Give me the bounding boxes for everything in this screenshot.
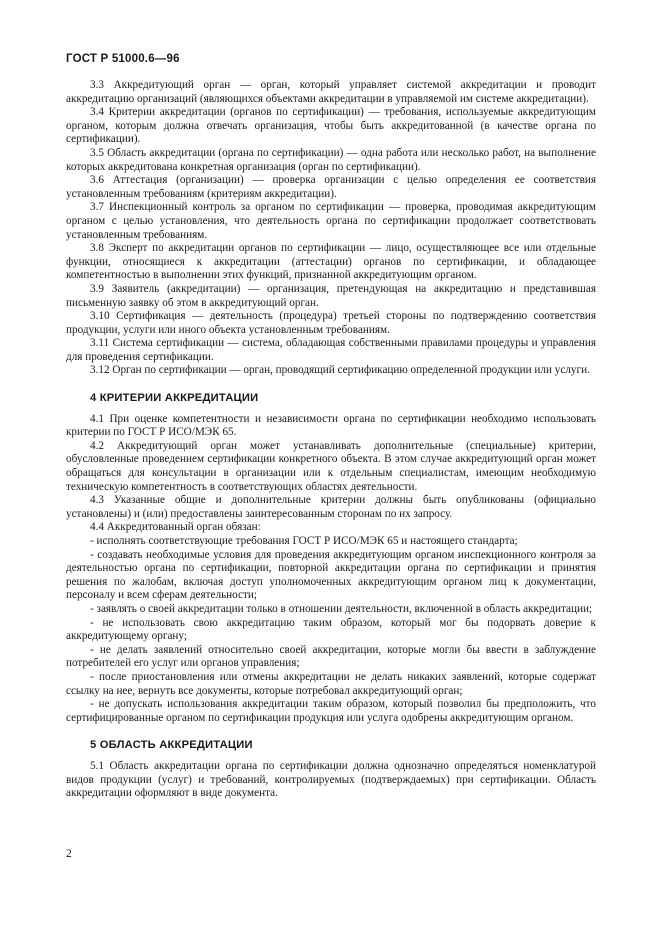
- list-item: - исполнять соответствующие требования ГОСТ Р ИСО/МЭК 65 и настоящего стандарта;: [90, 535, 518, 547]
- paragraph-3-8: 3.8 Эксперт по аккредитации органов по сертификации — лицо, осуществляющее все или отдельные функции, относящиеся к аккредитации (аттестации) органов по сертификации, и обладающее компетентностью в выполнении этих функций, признанной аккредитующим органом.: [66, 242, 596, 282]
- page-number: 2: [66, 848, 72, 860]
- paragraph-4-2: 4.2 Аккредитующий орган может устанавливать дополнительные (специальные) критерии, обусловленные проведением сертификации конкретного объекта. В этом случае аккредитующий орган может обращаться для консультации в организации или к отдельным специалистам, имеющим необходимую техническую компетентность в соответствующих областях деятельности.: [66, 439, 596, 493]
- list-item: - не делать заявлений относительно своей аккредитации, которые могли бы ввести в заблуждение потребителей его услуг или органов управления;: [66, 643, 596, 670]
- document-body: [66, 79, 596, 801]
- paragraph-3-10: 3.10 Сертификация — деятельность (процедура) третьей стороны по подтверждению соответствия продукции, услуги или иного объекта установленным требованиям.: [66, 310, 596, 336]
- paragraph-3-6: 3.6 Аттестация (организации) — проверка организации с целью определения ее соответствия установленным требованиям (критериям аккредитации).: [66, 174, 596, 200]
- section-4-heading: 4 КРИТЕРИИ АККРЕДИТАЦИИ: [90, 392, 259, 405]
- paragraph-3-3: 3.3 Аккредитующий орган — орган, который управляет системой аккредитации и проводит аккредитацию организаций (являющихся объектами аккредитации в управляемой им системе аккредитации).: [66, 79, 596, 105]
- list-item: - не использовать свою аккредитацию таким образом, который мог бы подорвать доверие к аккредитующему органу;: [66, 616, 596, 643]
- section-5-heading: 5 ОБЛАСТЬ АККРЕДИТАЦИИ: [90, 739, 253, 752]
- list-item: - после приостановления или отмены аккредитации не делать никаких заявлений, которые содержат ссылку на нее, вернуть все документы, которые потребовал аккредитующий орган;: [66, 670, 596, 697]
- paragraph-4-3: 4.3 Указанные общие и дополнительные критерии должны быть опубликованы (официально установлены) и (или) предоставлены заинтересованным сторонам по их запросу.: [66, 494, 596, 520]
- paragraph-3-11: 3.11 Система сертификации — система, обладающая собственными правилами процедуры и управления для проведения сертификации.: [66, 337, 596, 363]
- paragraph-5-1: 5.1 Область аккредитации органа по сертификации должна однозначно определяться номенклатурой видов продукции (услуг) и требований, контролируемых (подтверждаемых) при сертификации. Область аккредитации оформляют в виде документа.: [66, 759, 596, 800]
- paragraph-3-7: 3.7 Инспекционный контроль за органом по сертификации — проверка, проводимая аккредитующим органом с целью установления, что деятельность органа по сертификации продолжает соответствовать установленным требованиям.: [66, 201, 596, 241]
- list-item: - не допускать использования аккредитации таким образом, который позволил бы предположить, что сертифицированные органом по сертификации продукция или услуга одобрены аккредитующим органом.: [66, 698, 596, 724]
- paragraph-3-4: 3.4 Критерии аккредитации (органов по сертификации) — требования, используемые аккредитующим органом, которым должна отвечать организация, чтобы быть аккредитованной (в качестве органа по сертификации).: [66, 106, 596, 146]
- list-item: - создавать необходимые условия для проведения аккредитующим органом инспекционного контроля за деятельностью органа по сертификации, повторной аккредитации органа по сертификации и принятия решения по жалобам, включая доступ уполномоченных аккредитующим органом лиц к документации, персоналу и всем сферам деятельности;: [66, 548, 596, 602]
- paragraph-4-4: 4.4 Аккредитованный орган обязан:: [90, 521, 261, 534]
- paragraph-3-5: 3.5 Область аккредитации (органа по сертификации) — одна работа или несколько работ, на выполнение которых аккредитована конкретная организация (орган по сертификации).: [66, 146, 596, 173]
- paragraph-3-12: 3.12 Орган по сертификации — орган, проводящий сертификацию определенной продукции или услуги.: [90, 364, 590, 377]
- paragraph-3-9: 3.9 Заявитель (аккредитации) — организация, претендующая на аккредитацию и представившая письменную заявку об этом в аккредитующий орган.: [66, 282, 596, 309]
- paragraph-4-1: 4.1 При оценке компетентности и независимости органа по сертификации необходимо использовать критерии по ГОСТ Р ИСО/МЭК 65.: [66, 412, 596, 439]
- list-item: - заявлять о своей аккредитации только в отношении деятельности, включенной в область аккредитации;: [90, 602, 593, 615]
- document-code-header: ГОСТ Р 51000.6—96: [66, 53, 180, 65]
